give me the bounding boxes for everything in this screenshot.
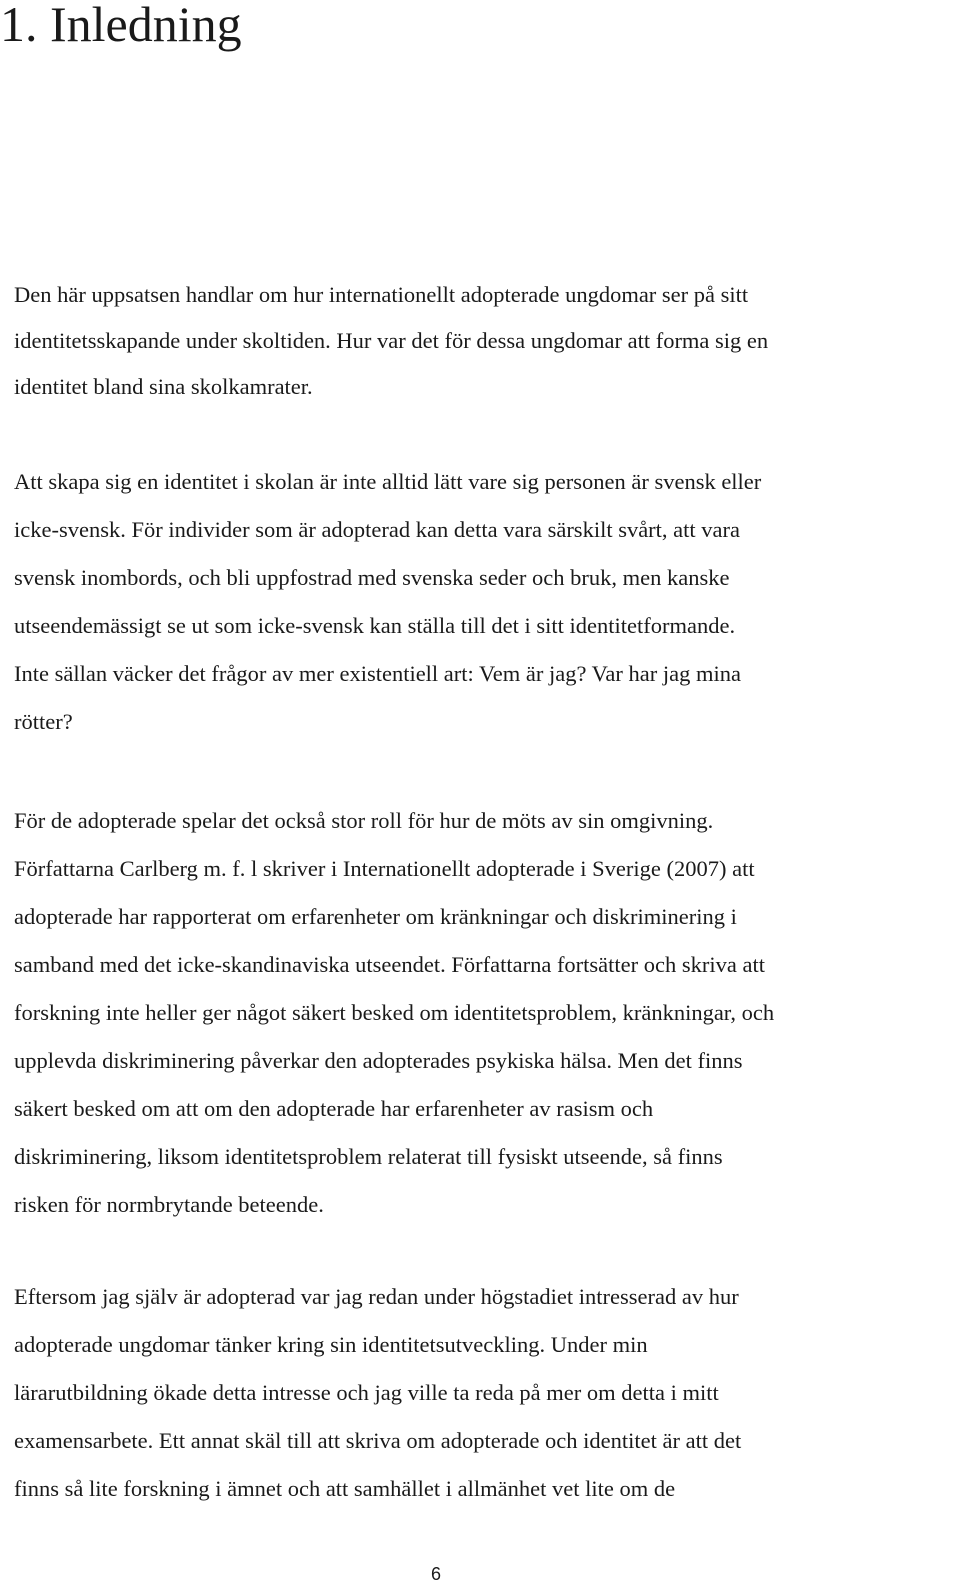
- text-line: identitetsskapande under skoltiden. Hur var det för dessa ungdomar att forma sig en: [14, 328, 769, 353]
- text-line: Den här uppsatsen handlar om hur internationellt adopterade ungdomar ser på sitt: [14, 282, 749, 307]
- text-line: säkert besked om att om den adopterade har erfarenheter av rasism och: [14, 1096, 654, 1121]
- text-line: examensarbete. Ett annat skäl till att skriva om adopterade och identitet är att det: [14, 1428, 742, 1453]
- page-number: 6: [431, 1564, 442, 1584]
- paragraph-identity: [14, 458, 761, 746]
- text-line: För de adopterade spelar det också stor roll för hur de möts av sin omgivning.: [14, 808, 714, 833]
- paragraph-environment: [14, 797, 774, 1229]
- text-line: upplevda diskriminering påverkar den adopterades psykiska hälsa. Men det finns: [14, 1048, 743, 1073]
- text-line: rötter?: [14, 709, 73, 734]
- text-line: icke-svensk. För individer som är adopterad kan detta vara särskilt svårt, att vara: [14, 517, 741, 542]
- text-line: Eftersom jag själv är adopterad var jag redan under högstadiet intresserad av hur: [14, 1284, 739, 1309]
- text-line: risken för normbrytande beteende.: [14, 1192, 324, 1217]
- text-line: samband med det icke-skandinaviska utseendet. Författarna fortsätter och skriva att: [14, 952, 765, 977]
- text-line: forskning inte heller ger något säkert besked om identitetsproblem, kränkningar, och: [14, 1000, 775, 1025]
- paragraph-motivation: [14, 1273, 741, 1513]
- paragraph-intro: [14, 272, 768, 410]
- text-line: Inte sällan väcker det frågor av mer existentiell art: Vem är jag? Var har jag mina: [14, 661, 741, 686]
- text-line: finns så lite forskning i ämnet och att samhället i allmänhet vet lite om de: [14, 1476, 676, 1501]
- text-line: adopterade ungdomar tänker kring sin identitetsutveckling. Under min: [14, 1332, 648, 1357]
- text-line: diskriminering, liksom identitetsproblem relaterat till fysiskt utseende, så finns: [14, 1144, 723, 1169]
- text-line: lärarutbildning ökade detta intresse och jag ville ta reda på mer om detta i mitt: [14, 1380, 719, 1405]
- text-line: identitet bland sina skolkamrater.: [14, 374, 313, 399]
- text-line: adopterade har rapporterat om erfarenheter om kränkningar och diskriminering i: [14, 904, 737, 929]
- text-line: Att skapa sig en identitet i skolan är inte alltid lätt vare sig personen är svensk eller: [14, 469, 762, 494]
- text-line: Författarna Carlberg m. f. l skriver i Internationellt adopterade i Sverige (2007) att: [14, 856, 755, 881]
- text-line: svensk inombords, och bli uppfostrad med svenska seder och bruk, men kanske: [14, 565, 730, 590]
- text-line: utseendemässigt se ut som icke-svensk kan ställa till det i sitt identitetformande.: [14, 613, 736, 638]
- chapter-heading: 1. Inledning: [0, 0, 242, 52]
